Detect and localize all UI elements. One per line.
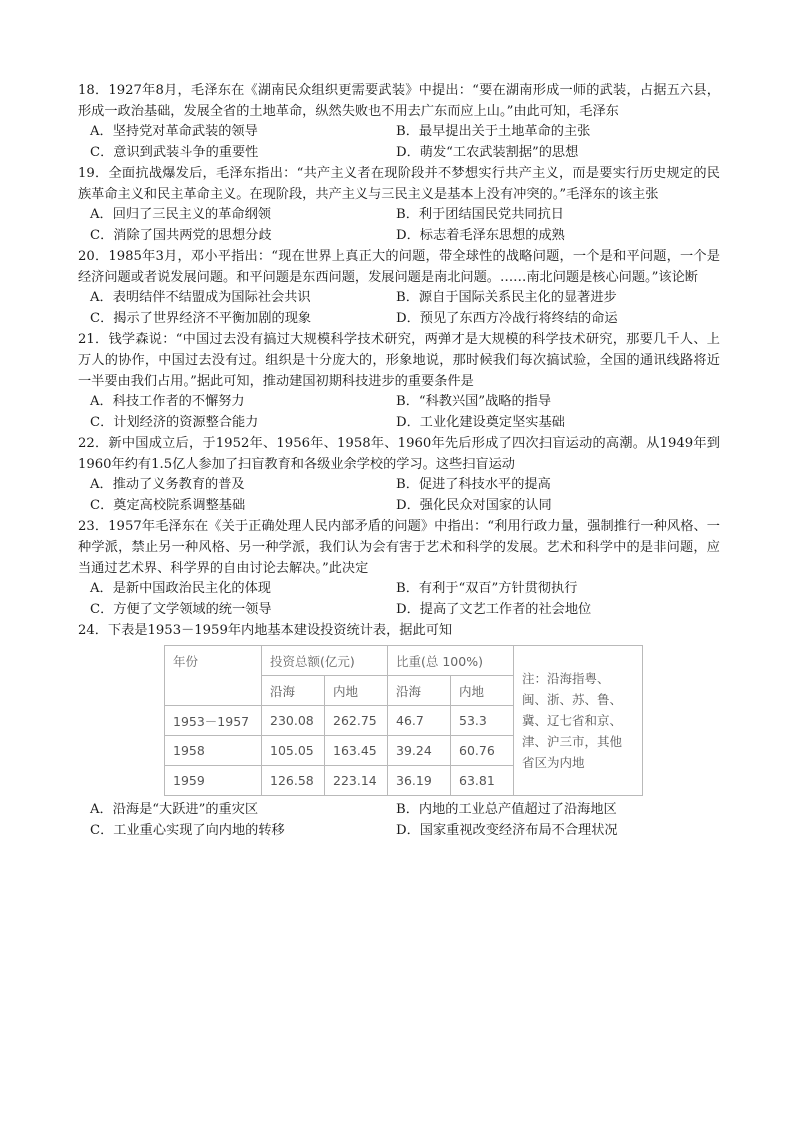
header-coast: 沿海 [262,676,325,706]
cell-year: 1959 [165,766,262,796]
header-coast: 沿海 [388,676,451,706]
option-a: A．是新中国政治民主化的体现 [90,581,271,596]
option-d: D．萌发“工农武装割据”的思想 [396,144,579,160]
option-a: A．表明结伴不结盟成为国际社会共识 [90,290,311,305]
cell-year: 1953－1957 [165,706,262,736]
options [78,288,720,329]
cell-invest-inland: 163.45 [325,736,388,766]
option-b: B．“科教兴国”战略的指导 [396,394,552,409]
options [78,475,720,516]
option-d: D．国家重视改变经济布局不合理状况 [396,822,618,838]
question-21 [78,329,720,433]
cell-invest-inland: 262.75 [325,706,388,736]
option-c: C．工业重心实现了向内地的转移 [90,822,285,838]
option-b: B．源自于国际关系民主化的显著进步 [396,290,617,305]
question-19 [78,163,720,246]
option-a: A．沿海是“大跃进”的重灾区 [90,802,259,817]
cell-ratio-inland: 53.3 [451,706,514,736]
option-c: C．奠定高校院系调整基础 [90,497,246,513]
cell-invest-inland: 223.14 [325,766,388,796]
cell-ratio-coast: 39.24 [388,736,451,766]
header-year: 年份 [165,646,262,706]
options [78,579,720,620]
cell-year: 1958 [165,736,262,766]
option-b: B．促进了科技水平的提高 [396,477,551,492]
question-stem: 18．1927年8月，毛泽东在《湖南民众组织更需要武装》中提出：“要在湖南形成一师的武装，占据五六县，形成一政治基础，发展全省的土地革命，纵然失败也不用去广东而应上山。”由此可知，毛泽东 [78,83,720,119]
option-c: C．方便了文学领域的统一领导 [90,601,272,617]
option-b: B．最早提出关于土地革命的主张 [396,124,591,139]
cell-ratio-inland: 63.81 [451,766,514,796]
options [78,122,720,163]
cell-invest-coast: 105.05 [262,736,325,766]
exam-page [78,80,720,841]
header-inland: 内地 [451,676,514,706]
question-stem: 22．新中国成立后，于1952年、1956年、1958年、1960年先后形成了四次扫盲运动的高潮。从1949年到1960年约有1.5亿人参加了扫盲教育和各级业余学校的学习。这些扫盲运动 [78,436,720,472]
option-d: D．强化民众对国家的认同 [396,497,552,513]
option-d: D．工业化建设奠定坚实基础 [396,414,565,430]
question-18 [78,80,720,163]
options [78,392,720,433]
table-header-row [165,646,643,676]
option-b: B．内地的工业总产值超过了沿海地区 [396,802,617,817]
options [78,205,720,246]
cell-invest-coast: 126.58 [262,766,325,796]
question-20 [78,246,720,329]
cell-ratio-inland: 60.76 [451,736,514,766]
cell-ratio-coast: 46.7 [388,706,451,736]
option-b: B．有利于“双百”方针贯彻执行 [396,581,578,596]
option-d: D．预见了东西方冷战行将终结的命运 [396,310,618,326]
option-d: D．提高了文艺工作者的社会地位 [396,601,592,617]
cell-ratio-coast: 36.19 [388,766,451,796]
cell-invest-coast: 230.08 [262,706,325,736]
investment-table [164,645,643,796]
option-c: C．消除了国共两党的思想分歧 [90,227,272,243]
header-ratio: 比重(总 100%) [388,646,514,676]
question-stem: 20．1985年3月，邓小平指出：“现在世界上真正大的问题，带全球性的战略问题，一个是和平问题，一个是经济问题或者说发展问题。和平问题是东西问题，发展问题是南北问题。……南北问题是核心问题。”该论断 [78,249,720,285]
question-stem: 19．全面抗战爆发后，毛泽东指出：“共产主义者在现阶段并不梦想实行共产主义，而是要实行历史规定的民族革命主义和民主革命主义。在现阶段，共产主义与三民主义是基本上没有冲突的。”毛泽东的该主张 [78,166,720,202]
question-22 [78,433,720,516]
question-24 [78,620,720,841]
option-a: A．回归了三民主义的革命纲领 [90,207,271,222]
option-c: C．计划经济的资源整合能力 [90,414,259,430]
option-b: B．利于团结国民党共同抗日 [396,207,564,222]
header-investment: 投资总额(亿元) [262,646,388,676]
question-23 [78,516,720,620]
question-stem: 21．钱学森说：“中国过去没有搞过大规模科学技术研究，两弹才是大规模的科学技术研究，那要几千人、上万人的协作，中国过去没有过。组织是十分庞大的，形象地说，那时候我们每次搞试验，全国的通讯线路将近一半要由我们占用。”据此可知，推动建国初期科技进步的重要条件是 [78,332,720,389]
option-c: C．揭示了世界经济不平衡加剧的现象 [90,310,312,326]
options [78,800,720,841]
table-note: 注：沿海指粤、闽、浙、苏、鲁、冀、辽七省和京、津、沪三市，其他省区为内地 [514,646,643,796]
question-stem: 23．1957年毛泽东在《关于正确处理人民内部矛盾的问题》中指出：“利用行政力量，强制推行一种风格、一种学派，禁止另一种风格、另一种学派，我们认为会有害于艺术和科学的发展。艺术和科学中的是非问题，应当通过艺术界、科学界的自由讨论去解决。”此决定 [78,519,720,576]
header-inland: 内地 [325,676,388,706]
option-a: A．坚持党对革命武装的领导 [90,124,258,139]
option-a: A．推动了义务教育的普及 [90,477,245,492]
option-c: C．意识到武装斗争的重要性 [90,144,259,160]
option-d: D．标志着毛泽东思想的成熟 [396,227,565,243]
question-stem: 24．下表是1953－1959年内地基本建设投资统计表，据此可知 [78,623,453,638]
option-a: A．科技工作者的不懈努力 [90,394,245,409]
